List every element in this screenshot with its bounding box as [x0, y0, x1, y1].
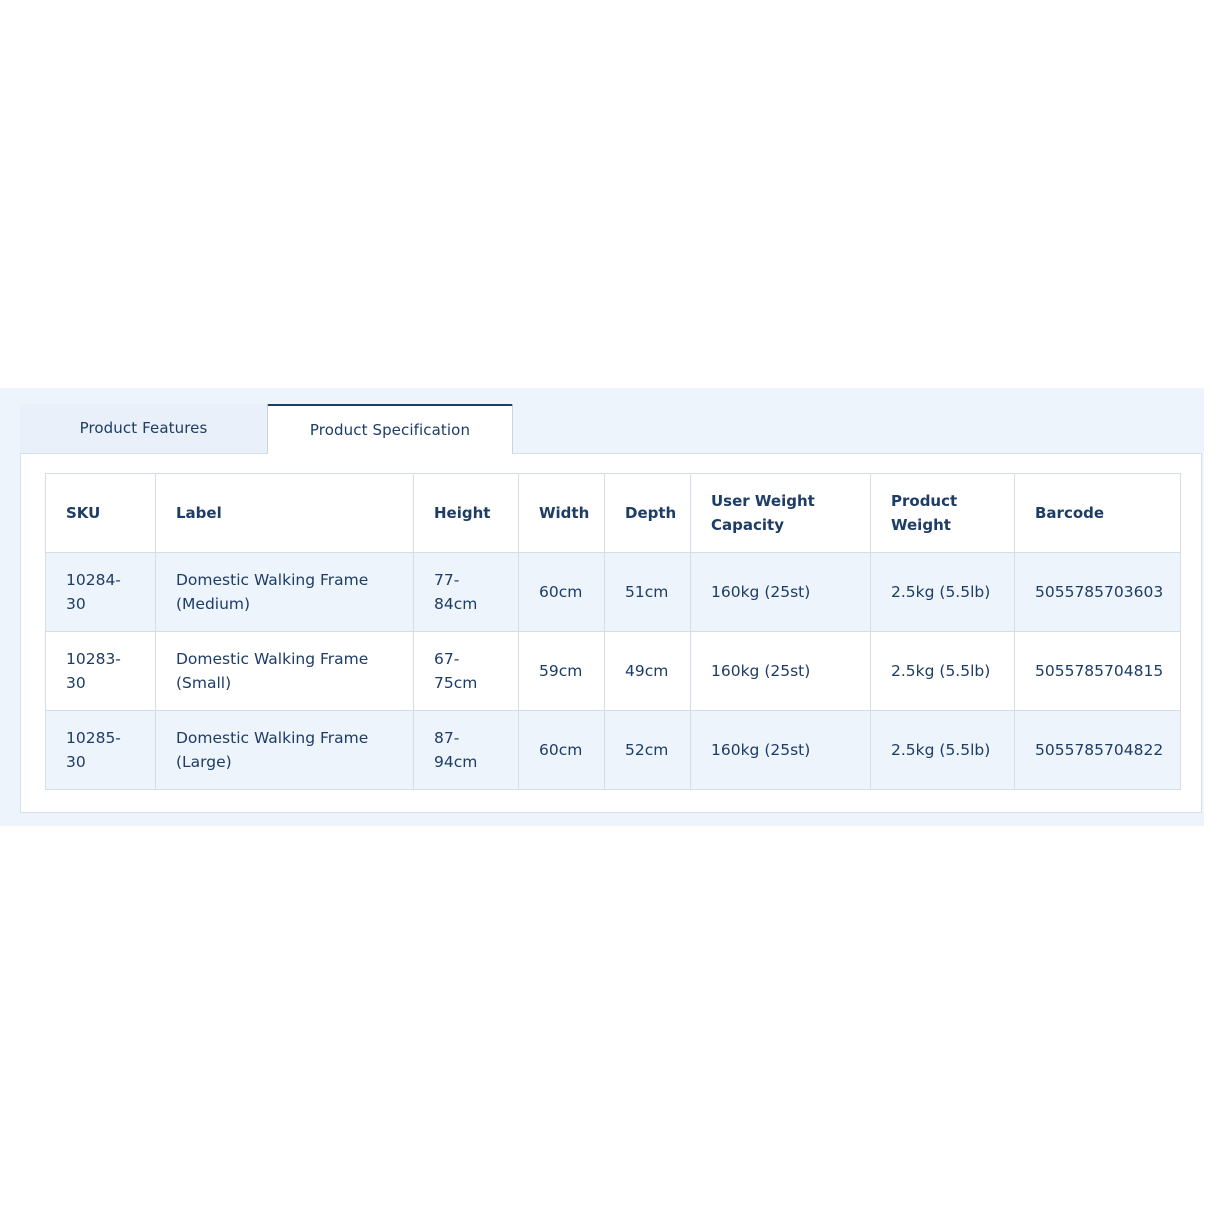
- product-tabs: [20, 404, 513, 454]
- header-width: Width: [519, 474, 605, 553]
- cell-label: Domestic Walking Frame (Large): [156, 711, 414, 790]
- cell-depth: 49cm: [605, 632, 691, 711]
- cell-sku: 10285- 30: [46, 711, 156, 790]
- cell-height: 87- 94cm: [414, 711, 519, 790]
- header-height: Height: [414, 474, 519, 553]
- cell-capacity: 160kg (25st): [691, 632, 871, 711]
- tab-product-specification[interactable]: [267, 404, 513, 454]
- tab-product-features[interactable]: [20, 404, 267, 453]
- cell-height: 77- 84cm: [414, 553, 519, 632]
- cell-depth: 51cm: [605, 553, 691, 632]
- cell-barcode: 5055785703603: [1015, 553, 1181, 632]
- cell-weight: 2.5kg (5.5lb): [871, 553, 1015, 632]
- tab-label: Product Specification: [309, 421, 471, 439]
- cell-width: 60cm: [519, 711, 605, 790]
- cell-sku: 10284- 30: [46, 553, 156, 632]
- header-sku: SKU: [46, 474, 156, 553]
- table-row: [46, 711, 1181, 790]
- cell-width: 60cm: [519, 553, 605, 632]
- cell-capacity: 160kg (25st): [691, 553, 871, 632]
- table-row: [46, 632, 1181, 711]
- header-user-weight-capacity: User Weight Capacity: [691, 474, 871, 553]
- cell-label: Domestic Walking Frame (Small): [156, 632, 414, 711]
- cell-weight: 2.5kg (5.5lb): [871, 632, 1015, 711]
- cell-barcode: 5055785704822: [1015, 711, 1181, 790]
- cell-barcode: 5055785704815: [1015, 632, 1181, 711]
- table-row: [46, 553, 1181, 632]
- cell-width: 59cm: [519, 632, 605, 711]
- cell-sku: 10283- 30: [46, 632, 156, 711]
- cell-depth: 52cm: [605, 711, 691, 790]
- header-label: Label: [156, 474, 414, 553]
- table-header-row: [46, 474, 1181, 553]
- specification-panel: [20, 453, 1202, 813]
- specification-table: [45, 473, 1181, 790]
- tab-label: Product Features: [79, 418, 208, 437]
- header-depth: Depth: [605, 474, 691, 553]
- cell-height: 67- 75cm: [414, 632, 519, 711]
- header-barcode: Barcode: [1015, 474, 1181, 553]
- cell-label: Domestic Walking Frame (Medium): [156, 553, 414, 632]
- cell-weight: 2.5kg (5.5lb): [871, 711, 1015, 790]
- header-product-weight: Product Weight: [871, 474, 1015, 553]
- cell-capacity: 160kg (25st): [691, 711, 871, 790]
